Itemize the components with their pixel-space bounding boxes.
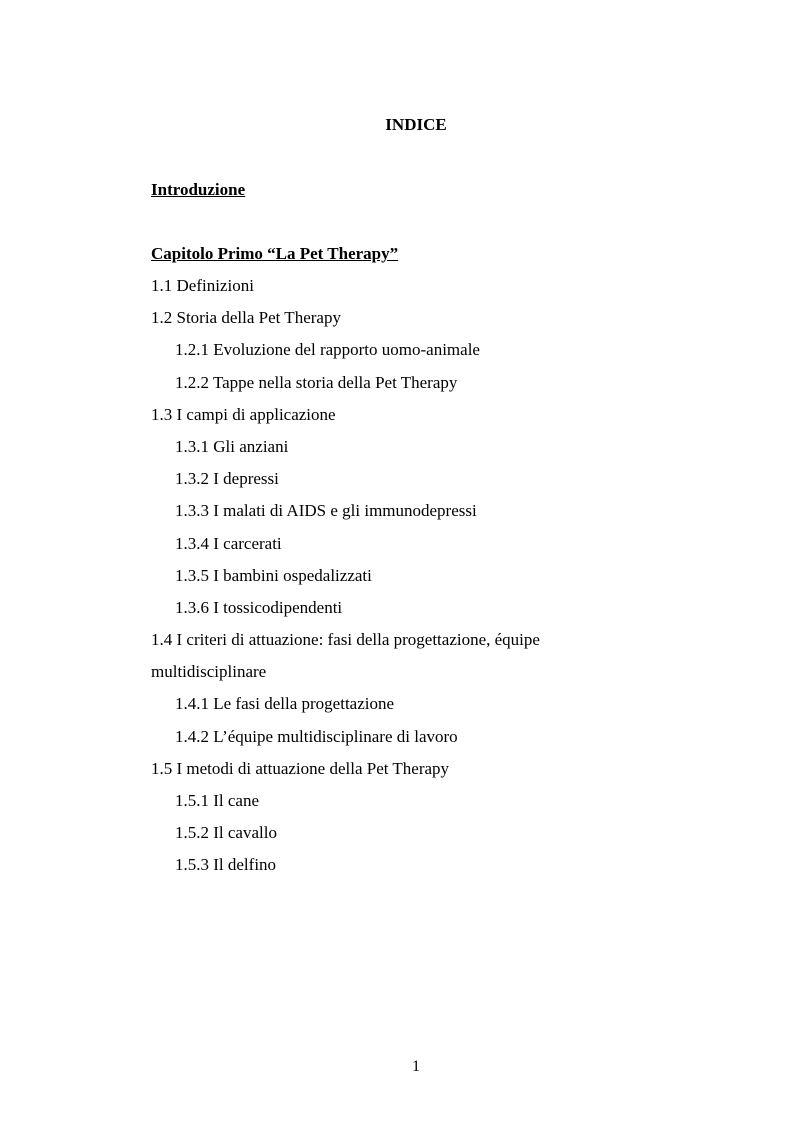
toc-subentry: 1.4.2 L’équipe multidisciplinare di lavoro xyxy=(175,726,458,746)
toc-subentry: 1.4.1 Le fasi della progettazione xyxy=(175,694,395,714)
toc-subentry: 1.3.2 I depressi xyxy=(175,469,279,489)
toc-subentry: 1.2.1 Evoluzione del rapporto uomo-animale xyxy=(175,340,480,360)
page-title: INDICE xyxy=(385,115,447,134)
toc-subentry: 1.3.6 I tossicodipendenti xyxy=(175,597,343,617)
toc-subentry: 1.3.3 I malati di AIDS e gli immunodepressi xyxy=(175,501,477,521)
chapter-heading: Capitolo Primo “La Pet Therapy” xyxy=(151,244,399,263)
toc-subentry: 1.5.2 Il cavallo xyxy=(175,823,277,843)
toc-entry: 1.3 I campi di applicazione xyxy=(151,404,336,424)
toc-subentry: 1.3.4 I carcerati xyxy=(175,533,282,553)
toc-subentry: 1.3.5 I bambini ospedalizzati xyxy=(175,565,372,585)
toc-entry-continuation: multidisciplinare xyxy=(151,662,267,682)
table-of-contents xyxy=(151,275,671,887)
toc-entry: 1.4 I criteri di attuazione: fasi della progettazione, équipe xyxy=(151,630,540,650)
page-number: 1 xyxy=(412,1058,420,1075)
toc-subentry: 1.5.1 Il cane xyxy=(175,791,260,810)
toc-subentry: 1.3.1 Gli anziani xyxy=(175,436,289,456)
toc-subentry: 1.2.2 Tappe nella storia della Pet Therapy xyxy=(175,372,458,392)
introduction-heading: Introduzione xyxy=(151,180,246,199)
toc-entry: 1.1 Definizioni xyxy=(151,276,254,295)
toc-entry: 1.5 I metodi di attuazione della Pet Therapy xyxy=(151,758,450,778)
toc-entry: 1.2 Storia della Pet Therapy xyxy=(151,308,341,328)
toc-subentry: 1.5.3 Il delfino xyxy=(175,855,277,875)
